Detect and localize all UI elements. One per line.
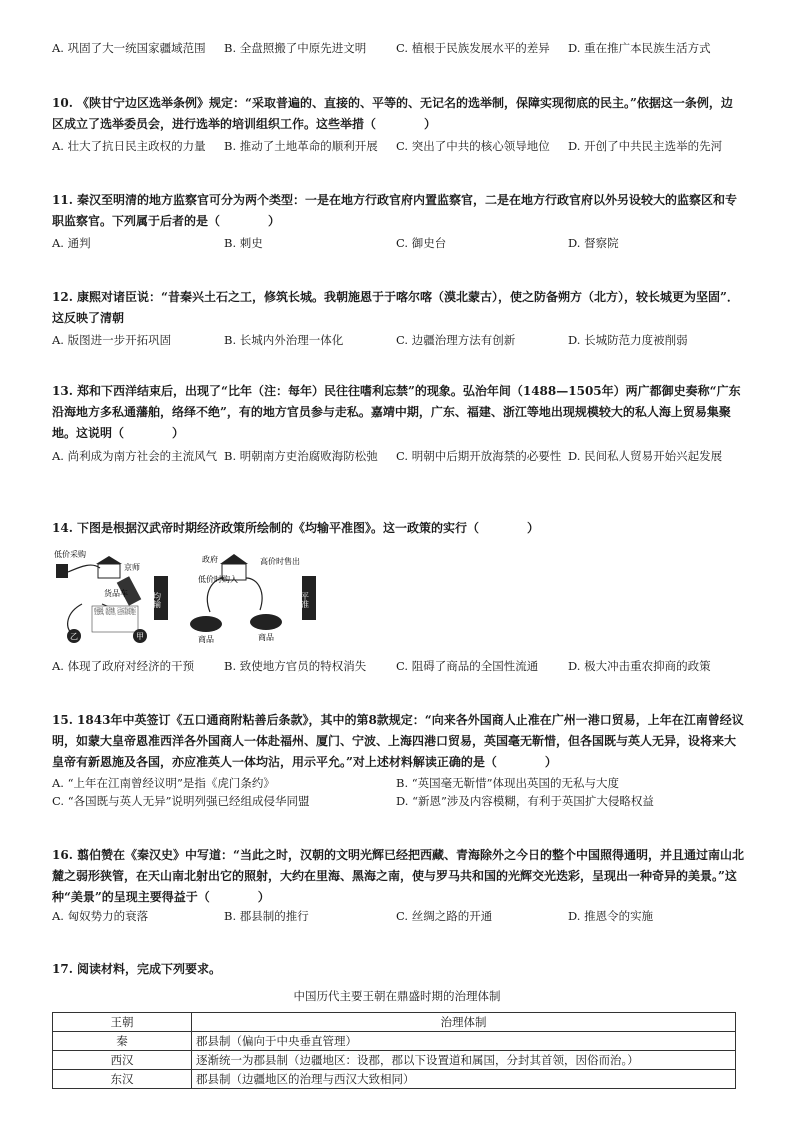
q9-option-b: B. 全盘照搬了中原先进文明 [224,41,367,55]
governance-table [52,1012,736,1089]
table-cell-dynasty: 东汉 [53,1070,192,1089]
q9-option-a: A. 巩固了大一统国家疆域范围 [52,41,206,55]
q14-option-c: C. 阻碍了商品的全国性流通 [396,659,539,673]
fig-goods-pile-left [190,616,222,632]
table-row [53,1032,736,1051]
q15-options [52,774,744,814]
q14-stem: 14. 下图是根据汉武帝时期经济政策所绘制的《均输平准图》。这一政策的实行（ ） [52,521,540,535]
q11-option-d: D. 督察院 [568,236,619,250]
q14-option-a: A. 体现了政府对经济的干预 [52,659,195,673]
table-row [53,1070,736,1089]
q16-option-c: C. 丝绸之路的开通 [396,909,493,923]
table-cell-system: 逐渐统一为郡县制（边疆地区：设郡，郡以下设置道和属国，分封其首领，因俗而治。） [192,1051,736,1070]
q12-option-b: B. 长城内外治理一体化 [224,333,344,347]
q14-options [52,658,744,692]
figure-svg [52,548,472,644]
q9-option-c: C. 植根于民族发展水平的差异 [396,41,550,55]
fig-capital-roof [96,556,122,564]
q10-option-a: A. 壮大了抗日民主政权的力量 [52,139,206,153]
q13-option-d: D. 民间私人贸易开始兴起发展 [568,449,723,463]
fig-label-goods-left: 商品 [198,635,214,644]
q12-option-c: C. 边疆治理方法有创新 [396,333,516,347]
q16-option-a: A. 匈奴势力的衰落 [52,909,149,923]
table-row [53,1051,736,1070]
q12-option-d: D. 长城防范力度被削弱 [568,333,688,347]
q12-options [52,332,744,366]
q13-option-b: B. 明朝南方吏治腐败海防松弛 [224,449,378,463]
fig-label-jingshi: 京师 [124,563,140,572]
q15-option-d: D. “新恩”涉及内容模糊，有利于英国扩大侵略权益 [396,794,654,808]
q14-option-d: D. 极大冲击重农抑商的政策 [568,659,711,673]
q16-option-b: B. 郡县制的推行 [224,909,309,923]
fig-label-goods-right: 商品 [258,633,274,642]
q10-option-b: B. 推动了土地革命的顺利开展 [224,139,378,153]
q13-options [52,448,744,482]
fig-label-low-price: 低价采购 [54,550,86,559]
fig-label-low-buy: 低价时购入 [198,575,238,584]
fig-label-goods-car: 货品车 [104,589,128,598]
q17-stem: 17. 阅读材料，完成下列要求。 [52,962,222,976]
q11-options [52,235,744,269]
fig-label-junshu: 均输 [152,592,162,608]
table-header-row [53,1013,736,1032]
fig-goods-pile-right [250,614,282,630]
q12-stem: 12. 康熙对诸臣说：“昔秦兴土石之工，修筑长城。我朝施恩于于喀尔喀（漠北蒙古），使之防备朔方（北方），较长城更为坚固”．这反映了清朝 [52,290,739,325]
fig-label-yi: 乙 [70,632,78,641]
table-cell-system: 郡县制（偏向于中央垂直管理） [192,1032,736,1051]
fig-label-government: 政府 [202,555,218,564]
table-title: 中国历代主要王朝在鼎盛时期的治理体制 [293,989,501,1003]
fig-label-high-sell: 高价时售出 [260,557,300,566]
fig-source-block [56,564,68,578]
q11-option-b: B. 刺史 [224,236,263,250]
table-cell-dynasty: 西汉 [53,1051,192,1070]
q14-option-b: B. 致使地方官员的特权消失 [224,659,367,673]
q10-option-c: C. 突出了中共的核心领导地位 [396,139,550,153]
q16-option-d: D. 推恩令的实施 [568,909,654,923]
table-cell-system: 郡县制（边疆地区的治理与西汉大致相同） [192,1070,736,1089]
q11-option-c: C. 御史台 [396,236,447,250]
junshu-pingzhun-figure [52,548,472,644]
fig-arrow-1 [68,565,100,572]
q13-stem: 13. 郑和下西洋结束后，出现了“比年（注：每年）民往往嗜利忘禁”的现象。弘治年间（1488—1505年）两广都御史奏称“广东沿海地方多私通藩舶，络绎不绝”，有的地方官员参与走私。嘉靖中期，广东、福建、浙江等地出现规模较大的私人海上贸易集聚地。这说明（ ） [52,384,741,440]
q15-option-c: C. “各国既与英人无异”说明列强已经组成侵华同盟 [52,794,310,808]
q10-stem: 10. 《陕甘宁边区选举条例》规定：“采取普遍的、直接的、平等的、无记名的选举制，保障实现彻底的民主。”依据这一条例，边区成立了选举委员会，进行选举的培训组织工作。这些举措（ ） [52,96,733,131]
q16-options [52,908,744,942]
table-header-dynasty: 王朝 [53,1013,192,1032]
q15-option-b: B. “英国毫无靳惜”体现出英国的无私与大度 [396,776,620,790]
fig-capital-building [98,564,120,578]
q10-option-d: D. 开创了中共民主选举的先河 [568,139,723,153]
q15-stem: 15. 1843年中英签订《五口通商附粘善后条款》，其中的第8款规定：“向来各外国商人止准在广州一港口贸易，上年在江南曾经议明，如蒙大皇帝恩准西洋各外国商人一体赴福州、厦门、宁波、上海四港口贸易，英国毫无靳惜，但各国既与英人无异，设将来大皇帝有新恩施及各国，亦应准英人一体均沾，用示平允。”对上述材料解读正确的是（ ） [52,713,744,769]
fig-label-route [94,606,136,617]
q13-option-a: A. 尚利成为南方社会的主流风气 [52,449,218,463]
q16-stem: 16. 翦伯赞在《秦汉史》中写道：“当此之时，汉朝的文明光辉已经把西藏、青海除外之今日的整个中国照得通明，并且通过南山北麓之弱形狭管，在天山南北射出它的照射，大约在里海、黑海之南，使与罗马共和国的光辉交光迭彩，呈现出一种奇异的美景。”这种“美景”的呈现主要得益于（ ） [52,848,744,904]
q10-options [52,138,744,172]
q15-option-a: A. “上年在江南曾经议明”是指《虎门条约》 [52,776,275,790]
table-cell-dynasty: 秦 [53,1032,192,1051]
q11-stem: 11. 秦汉至明清的地方监察官可分为两个类型：一是在地方行政官府内置监察官，二是在地方行政官府以外另设较大的监察区和专职监察官。下列属于后者的是（ ） [52,193,738,228]
fig-government-roof [220,554,248,564]
q9-option-d: D. 重在推广本民族生活方式 [568,41,711,55]
fig-label-jia: 甲 [136,632,144,641]
q12-option-a: A. 版图进一步开拓巩固 [52,333,172,347]
fig-arrow-sell [246,578,262,610]
table-header-system: 治理体制 [192,1013,736,1032]
q11-option-a: A. 通判 [52,236,91,250]
q13-option-c: C. 明朝中后期开放海禁的必要性 [396,449,562,463]
q9-options [52,40,744,74]
fig-label-pingzhun: 平准 [300,592,310,608]
